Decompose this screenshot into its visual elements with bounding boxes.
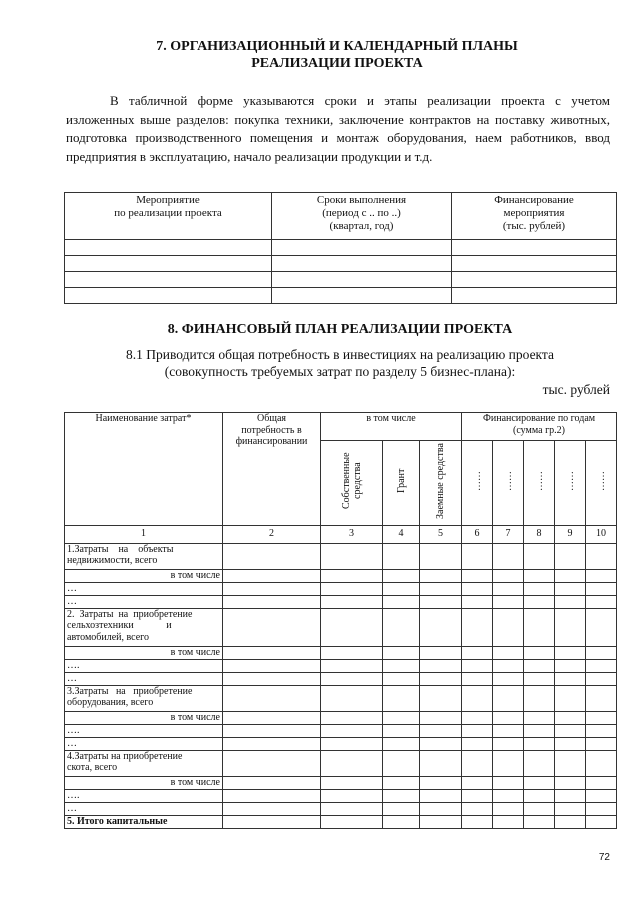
cost-total-capital: 5. Итого капитальные — [65, 815, 223, 828]
table-row — [65, 672, 617, 685]
table-row — [65, 569, 617, 582]
table-row — [65, 608, 617, 646]
header-own-funds: Собственные средства — [321, 441, 383, 526]
ellipsis-row: … — [65, 672, 223, 685]
column-number: 7 — [493, 525, 524, 543]
table-row — [65, 240, 617, 256]
table-row — [65, 789, 617, 802]
cost-livestock: 4.Затраты на приобретение скота, всего — [65, 750, 223, 776]
header-year: …… — [555, 441, 586, 526]
investment-header-row-1 — [65, 413, 617, 441]
including-label: в том числе — [65, 569, 223, 582]
column-number: 6 — [462, 525, 493, 543]
column-number: 10 — [586, 525, 617, 543]
header-year: …… — [462, 441, 493, 526]
including-label: в том числе — [65, 646, 223, 659]
ellipsis-row: … — [65, 802, 223, 815]
schedule-col-activity: Мероприятие по реализации проекта — [65, 193, 272, 240]
header-including: в том числе — [321, 413, 462, 441]
schedule-col-dates: Сроки выполнения (период с .. по ..) (квартал, год) — [272, 193, 452, 240]
table-row — [65, 646, 617, 659]
table-row — [65, 543, 617, 569]
table-row — [65, 659, 617, 672]
section-8-1-paragraph: 8.1 Приводится общая потребность в инвестициях на реализацию проекта (совокупность требуемых затрат по разделу 5 бизнес-плана): — [126, 347, 554, 379]
ellipsis-row: …. — [65, 659, 223, 672]
column-number: 2 — [223, 525, 321, 543]
table-row — [65, 776, 617, 789]
column-number: 3 — [321, 525, 383, 543]
header-year: …… — [524, 441, 555, 526]
table-row — [65, 272, 617, 288]
column-number: 1 — [65, 525, 223, 543]
including-label: в том числе — [65, 776, 223, 789]
section-7-intro: В табличной форме указываются сроки и этапы реализации проекта с учетом изложенных выше разделов: покупка техники, заключение контрактов на поставку животных, подготовка производственного помещения и монтаж оборудования, наем работников, ввод предприятия в эксплуатацию, начало реализации продукции и т.д. — [66, 93, 610, 164]
ellipsis-row: …. — [65, 724, 223, 737]
table-row — [65, 582, 617, 595]
table-row — [65, 288, 617, 304]
section-8-title: 8. ФИНАНСОВЫЙ ПЛАН РЕАЛИЗАЦИИ ПРОЕКТА — [167, 322, 513, 337]
header-loan: Заемные средства — [420, 441, 462, 526]
page-number: 72 — [598, 852, 610, 863]
ellipsis-row: … — [65, 582, 223, 595]
column-number: 5 — [420, 525, 462, 543]
including-label: в том числе — [65, 711, 223, 724]
investment-table — [64, 412, 617, 829]
column-number: 4 — [383, 525, 420, 543]
schedule-col-financing: Финансирование мероприятия (тыс. рублей) — [452, 193, 617, 240]
schedule-table — [64, 192, 617, 304]
header-cost-name: Наименование затрат* — [65, 413, 223, 526]
section-7-title: 7. ОРГАНИЗАЦИОННЫЙ И КАЛЕНДАРНЫЙ ПЛАНЫ РЕАЛИЗАЦИИ ПРОЕКТА — [156, 39, 518, 71]
table-row — [65, 256, 617, 272]
cost-machinery: 2. Затраты на приобретение сельхозтехники и автомобилей, всего — [65, 608, 223, 646]
table-row — [65, 815, 617, 828]
header-total-need: Общая потребность в финансировании — [223, 413, 321, 526]
table-row — [65, 750, 617, 776]
header-grant: Грант — [383, 441, 420, 526]
column-number-row — [65, 525, 617, 543]
table-row — [65, 802, 617, 815]
table-row — [65, 737, 617, 750]
unit-label: тыс. рублей — [542, 382, 610, 397]
table-row — [65, 724, 617, 737]
table-row — [65, 685, 617, 711]
header-years: Финансирование по годам (сумма гр.2) — [462, 413, 617, 441]
ellipsis-row: … — [65, 595, 223, 608]
ellipsis-row: … — [65, 737, 223, 750]
cost-equipment: 3.Затраты на приобретение оборудования, всего — [65, 685, 223, 711]
header-year: …… — [493, 441, 524, 526]
schedule-table-header — [65, 193, 617, 240]
cost-real-estate: 1.Затраты на объекты недвижимости, всего — [65, 543, 223, 569]
header-year: …… — [586, 441, 617, 526]
column-number: 9 — [555, 525, 586, 543]
table-row — [65, 711, 617, 724]
column-number: 8 — [524, 525, 555, 543]
ellipsis-row: …. — [65, 789, 223, 802]
table-row — [65, 595, 617, 608]
